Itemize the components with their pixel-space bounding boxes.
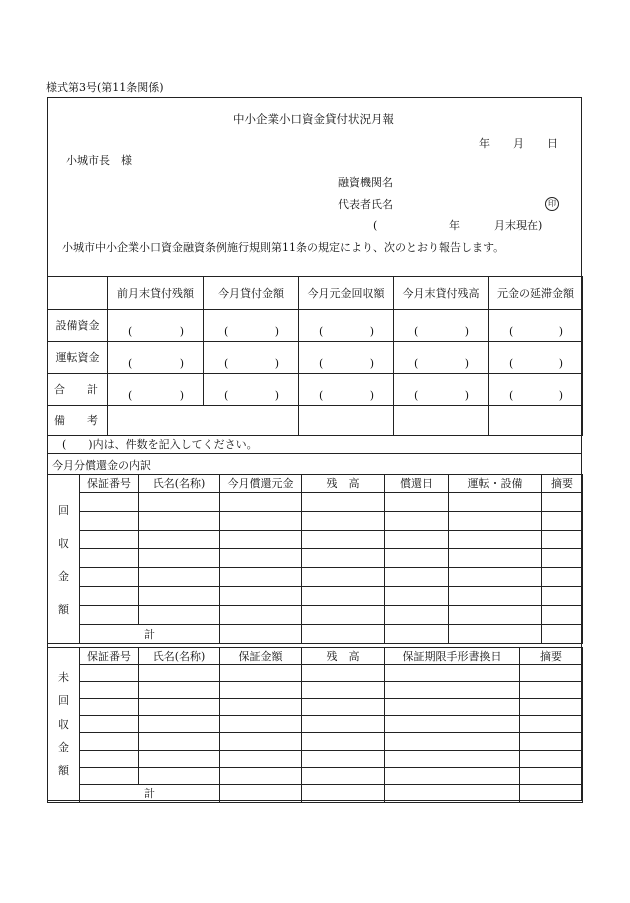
breakdown-title: 今月分償還金の内訳 [52, 459, 151, 472]
remarks-cell[interactable] [489, 406, 583, 436]
report-text: 小城市中小企業小口資金融資条例施行規則第11条の規定により、次のとおり報告します。 [62, 241, 505, 254]
amount-cell[interactable]: ( ) [204, 342, 299, 374]
header-guarantee-no: 保証番号 [80, 648, 139, 665]
amount-cell[interactable]: ( ) [489, 310, 583, 342]
remarks-cell[interactable] [394, 406, 489, 436]
total-principal-cell[interactable] [220, 625, 302, 644]
amount-cell[interactable]: ( ) [394, 342, 489, 374]
header-month-end-balance: 今月末貸付残高 [394, 277, 489, 310]
date-month[interactable]: 月 [513, 137, 524, 150]
report-title: 中小企業小口資金貸付状況月報 [233, 112, 394, 126]
representative-label: 代表者氏名 [338, 198, 393, 211]
row-label: 合 計 [48, 374, 108, 406]
table-row[interactable] [48, 699, 583, 716]
amount-cell[interactable]: ( ) [108, 374, 204, 406]
header-repayment-date: 償還日 [385, 475, 449, 493]
amount-cell[interactable]: ( ) [299, 310, 394, 342]
remarks-cell[interactable] [299, 406, 394, 436]
header-summary: 摘要 [542, 475, 583, 493]
addressee: 小城市長 様 [66, 154, 132, 167]
total-label: 計 [80, 784, 220, 802]
seal-mark: 印 [545, 197, 559, 211]
collected-header-row [48, 475, 583, 493]
header-month-loans: 今月貸付金額 [204, 277, 299, 310]
row-total [48, 374, 583, 406]
note-text: ( )内は、件数を記入してください。 [62, 438, 258, 451]
header-guarantee-deadline: 保証期限手形書換日 [385, 648, 520, 665]
form-number: 様式第3号(第11条関係) [46, 81, 164, 94]
row-label: 備 考 [48, 406, 108, 436]
row-equipment-funds [48, 310, 583, 342]
table-row[interactable] [48, 767, 583, 784]
table-row[interactable] [48, 530, 583, 549]
table-row[interactable] [48, 511, 583, 530]
table-row[interactable] [48, 549, 583, 568]
row-operating-funds [48, 342, 583, 374]
status-header-row [48, 277, 583, 310]
uncollected-header-row [48, 648, 583, 665]
date-year[interactable]: 年 [479, 137, 490, 150]
header-balance: 残 高 [302, 648, 385, 665]
header-overdue: 元金の延滞金額 [489, 277, 583, 310]
divider [47, 453, 582, 454]
header-prev-balance: 前月末貸付残額 [108, 277, 204, 310]
amount-cell[interactable]: ( ) [108, 342, 204, 374]
collected-table [47, 474, 583, 644]
row-label: 設備資金 [48, 310, 108, 342]
amount-cell[interactable]: ( ) [299, 374, 394, 406]
table-row[interactable] [48, 587, 583, 606]
collected-total-row [48, 625, 583, 644]
uncollected-side-label: 未 回 収 金 額 [48, 648, 80, 803]
loan-status-table [47, 276, 583, 436]
row-label: 運転資金 [48, 342, 108, 374]
header-month-collected: 今月元金回収額 [299, 277, 394, 310]
amount-cell[interactable]: ( ) [394, 374, 489, 406]
corner-cell [48, 277, 108, 310]
remarks-cell[interactable] [108, 406, 299, 436]
table-row[interactable] [48, 733, 583, 750]
as-of-open: ( [373, 219, 378, 232]
amount-cell[interactable]: ( ) [108, 310, 204, 342]
as-of-year[interactable]: 年 [449, 219, 460, 232]
header-principal-repaid: 今月償還元金 [220, 475, 302, 493]
table-row[interactable] [48, 568, 583, 587]
amount-cell[interactable]: ( ) [204, 310, 299, 342]
total-label: 計 [80, 625, 220, 644]
header-guarantee-no: 保証番号 [80, 475, 139, 493]
table-row[interactable] [48, 750, 583, 767]
table-row[interactable] [48, 716, 583, 733]
as-of-month-end[interactable]: 月末現在) [494, 219, 543, 232]
amount-cell[interactable]: ( ) [394, 310, 489, 342]
header-name: 氏名(名称) [139, 475, 220, 493]
amount-cell[interactable]: ( ) [299, 342, 394, 374]
uncollected-total-row [48, 784, 583, 802]
uncollected-table [47, 647, 583, 803]
amount-cell[interactable]: ( ) [489, 342, 583, 374]
table-row[interactable] [48, 665, 583, 682]
collected-side-label: 回 収 金 額 [48, 475, 80, 644]
amount-cell[interactable]: ( ) [204, 374, 299, 406]
institution-label: 融資機関名 [338, 176, 393, 189]
date-day[interactable]: 日 [547, 137, 558, 150]
header-guarantee-amount: 保証金額 [220, 648, 302, 665]
table-row[interactable] [48, 492, 583, 511]
header-fund-type: 運転・設備 [449, 475, 542, 493]
amount-cell[interactable]: ( ) [489, 374, 583, 406]
table-row[interactable] [48, 606, 583, 625]
header-summary: 摘要 [520, 648, 583, 665]
header-name: 氏名(名称) [139, 648, 220, 665]
header-balance: 残 高 [302, 475, 385, 493]
row-remarks [48, 406, 583, 436]
table-row[interactable] [48, 682, 583, 699]
